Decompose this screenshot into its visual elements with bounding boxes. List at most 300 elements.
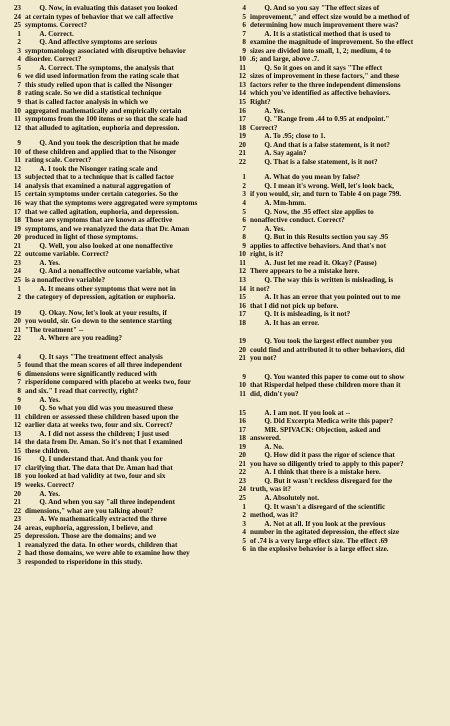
line-text: A. Yes. [25, 258, 61, 267]
line-text: A. Yes. [25, 489, 61, 498]
line-number: 23 [13, 515, 21, 524]
transcript-line [3, 326, 222, 335]
line-text: is a nonaffective variable? [25, 275, 106, 284]
transcript-line [3, 107, 222, 116]
transcript-line [3, 216, 222, 225]
transcript-line [3, 173, 222, 182]
line-text: Q. The way this is written is misleading, is [250, 275, 394, 284]
transcript-line [3, 293, 222, 302]
line-text: Correct? [250, 123, 278, 132]
line-number: 7 [242, 29, 246, 38]
line-number: 7 [17, 80, 21, 89]
transcript-line [3, 361, 222, 370]
line-number: 6 [17, 369, 21, 378]
line-text: Q. You took the largest effect number you [250, 337, 393, 346]
line-number: 9 [17, 98, 21, 107]
line-number: 10 [238, 250, 246, 259]
line-number: 1 [17, 284, 21, 293]
line-number: 15 [238, 408, 246, 417]
line-text: Q. But in this Results section you say .95 [250, 233, 389, 242]
transcript-line [228, 460, 447, 469]
transcript-line [228, 259, 447, 268]
line-number: 7 [17, 378, 21, 387]
line-text: that is called factor analysis in which we [25, 98, 149, 107]
line-text: you would, sir. Go down to the sentence starting [25, 317, 172, 326]
line-text: A. To .95; close to 1. [250, 132, 326, 141]
transcript-line [228, 417, 447, 426]
transcript-line [3, 148, 222, 157]
line-number: 14 [13, 181, 21, 190]
line-number: 14 [238, 284, 246, 293]
line-text: symptoms, and we reanalyzed the data that Dr. Aman [25, 224, 190, 233]
transcript-line [228, 250, 447, 259]
transcript-line [228, 216, 447, 225]
transcript-line [228, 89, 447, 98]
block-gap [228, 166, 447, 173]
line-number: 22 [238, 468, 246, 477]
transcript-line [3, 532, 222, 541]
transcript-line [3, 430, 222, 439]
line-text: had those domains, we were able to examine how they [25, 549, 190, 558]
line-number: 17 [13, 463, 21, 472]
line-text: Q. And affective symptoms are serious [25, 38, 158, 47]
block-gap [3, 343, 222, 353]
line-number: 18 [238, 123, 246, 132]
transcript-line [228, 477, 447, 486]
transcript-line [3, 370, 222, 379]
line-text: Q. It is misleading, is it not? [250, 310, 351, 319]
line-number: 25 [13, 532, 21, 541]
line-text: A. No. [250, 442, 284, 451]
line-text: found that the mean scores of all three independent [25, 361, 183, 370]
transcript-line [228, 319, 447, 328]
transcript-line [228, 98, 447, 107]
line-text: you not? [250, 354, 277, 363]
transcript-line [3, 507, 222, 516]
line-text: Those are symptoms that are known as affective [25, 216, 173, 225]
line-number: 21 [13, 498, 21, 507]
transcript-line [3, 13, 222, 22]
transcript-line [228, 310, 447, 319]
transcript-line [3, 55, 222, 64]
line-number: 20 [238, 345, 246, 354]
transcript-line [3, 455, 222, 464]
line-text: Q. It says "The treatment effect analysis [25, 352, 163, 361]
transcript-line [3, 541, 222, 550]
line-number: 3 [242, 190, 246, 199]
line-text: A. I took the Nisonger rating scale and [25, 164, 158, 173]
line-number: 15 [238, 98, 246, 107]
line-number: 12 [238, 72, 246, 81]
transcript-line [228, 545, 447, 554]
line-text: A. Absolutely not. [250, 493, 320, 502]
line-text: dimensions were significantly reduced with [25, 369, 157, 378]
transcript-line [3, 447, 222, 456]
line-text: number in the agitated depression, the effect size [250, 528, 400, 537]
line-text: symptoms. Correct? [25, 21, 88, 30]
testimony-excerpt [228, 409, 447, 554]
transcript-line [228, 208, 447, 217]
line-text: A. Not at all. If you look at the previous [250, 519, 386, 528]
line-text: at certain types of behavior that we call affective [25, 12, 174, 21]
line-number: 8 [17, 386, 21, 395]
line-number: 19 [13, 308, 21, 317]
transcript-line [228, 494, 447, 503]
line-text: Q. And so you say "The effect sizes of [250, 4, 380, 12]
line-number: 6 [242, 216, 246, 225]
transcript-line [228, 242, 447, 251]
line-number: 19 [238, 337, 246, 346]
line-text: and six." I read that correctly, right? [25, 386, 139, 395]
line-text: risperidone compared with placebo at weeks two, four [25, 378, 191, 387]
line-number: 20 [13, 233, 21, 242]
line-number: 16 [238, 417, 246, 426]
line-text: weeks. Correct? [25, 480, 75, 489]
transcript-line [228, 233, 447, 242]
transcript-line [228, 21, 447, 30]
transcript-line [3, 98, 222, 107]
transcript-line [228, 141, 447, 150]
transcript-line [3, 353, 222, 362]
transcript-line [3, 250, 222, 259]
line-number: 8 [17, 89, 21, 98]
transcript-line [228, 468, 447, 477]
line-text: A. Yes. [250, 106, 286, 115]
line-text: Q. And that is a false statement, is it not? [250, 140, 390, 149]
transcript-line [228, 485, 447, 494]
testimony-excerpt [3, 139, 222, 301]
line-text: A. I did not assess the children; I just used [25, 429, 170, 438]
line-text: A. It has an error. [250, 318, 320, 327]
transcript-line [3, 472, 222, 481]
transcript-line [3, 242, 222, 251]
transcript-line [3, 30, 222, 39]
line-number: 9 [17, 139, 21, 148]
transcript-line [228, 451, 447, 460]
line-number: 18 [238, 434, 246, 443]
transcript-line [3, 549, 222, 558]
line-text: that we called agitation, euphoria, and depression. [25, 207, 179, 216]
line-number: 11 [239, 389, 246, 398]
transcript-line [3, 21, 222, 30]
line-text: this study relied upon that is called the Nisonger [25, 80, 173, 89]
line-number: 21 [238, 354, 246, 363]
line-number: 16 [13, 199, 21, 208]
line-number: 18 [13, 472, 21, 481]
transcript-line [228, 267, 447, 276]
line-text: that Risperdal helped these children more than it [250, 381, 401, 390]
line-text: aggregated mathematically and empirically certain [25, 106, 182, 115]
line-number: 10 [238, 381, 246, 390]
line-text: that I did not pick up before. [250, 301, 339, 310]
transcript-line [228, 225, 447, 234]
transcript-line [3, 276, 222, 285]
testimony-excerpt [3, 353, 222, 567]
line-number: 9 [242, 241, 246, 250]
line-text: reanalyzed the data. In other words, children that [25, 540, 178, 549]
transcript-line [3, 490, 222, 499]
line-text: A. Where are you reading? [25, 334, 123, 343]
block-gap [228, 399, 447, 409]
line-text: if you would, sir, and turn to Table 4 on page 799. [250, 190, 402, 199]
line-text: responded to risperidone in this study. [25, 557, 143, 566]
transcript-line [3, 438, 222, 447]
line-number: 15 [238, 293, 246, 302]
line-number: 4 [17, 352, 21, 361]
transcript-line [3, 267, 222, 276]
testimony-excerpt [228, 373, 447, 399]
line-text: dimensions," what are you talking about? [25, 506, 154, 515]
line-text: examine the magnitude of improvement. So the effect [250, 38, 414, 47]
transcript-line [228, 520, 447, 529]
line-text: A. It is a statistical method that is used to [250, 29, 391, 38]
transcript-line [3, 515, 222, 524]
line-text: did, didn't you? [250, 389, 299, 398]
transcript-line [3, 199, 222, 208]
line-number: 13 [238, 275, 246, 284]
line-number: 22 [13, 334, 21, 343]
block-gap [3, 302, 222, 309]
line-text: A. Yes. [250, 224, 286, 233]
transcript-line [228, 38, 447, 47]
line-number: 21 [238, 459, 246, 468]
line-text: Q. You wanted this paper to come out to show [250, 372, 405, 381]
transcript-line [3, 124, 222, 133]
line-number: 11 [14, 156, 21, 165]
line-text: method, was it? [250, 511, 299, 520]
line-number: 19 [238, 442, 246, 451]
line-text: A. It means other symptoms that were not in [25, 284, 176, 293]
line-text: certain symptoms under certain categories. So the [25, 190, 178, 199]
line-text: subjected that to a technique that is called factor [25, 173, 174, 182]
line-number: 17 [238, 310, 246, 319]
transcript-line [3, 72, 222, 81]
transcript-line [3, 64, 222, 73]
transcript-line [3, 165, 222, 174]
line-number: 7 [242, 224, 246, 233]
testimony-excerpt [228, 4, 447, 166]
line-text: A. I think that there is a mistake here. [250, 468, 381, 477]
line-number: 13 [13, 173, 21, 182]
line-number: 15 [13, 190, 21, 199]
line-text: right, is it? [250, 250, 284, 259]
line-number: 11 [14, 412, 21, 421]
transcript-line [3, 396, 222, 405]
transcript-line [3, 89, 222, 98]
transcript-line [228, 511, 447, 520]
transcript-line [228, 346, 447, 355]
line-text: rating scale. So we did a statistical technique [25, 89, 162, 98]
line-number: 21 [238, 149, 246, 158]
line-text: of .74 is a very large effect size. The effect .69 [250, 536, 388, 545]
transcript-line [228, 182, 447, 191]
line-text: .6; and large, above .7. [250, 55, 320, 64]
transcript-line [3, 421, 222, 430]
line-text: you have so diligently tried to apply to this paper? [250, 459, 404, 468]
line-text: determining how much improvement there was? [250, 21, 399, 30]
line-text: it not? [250, 284, 270, 293]
transcript-line [228, 537, 447, 546]
line-number: 12 [13, 421, 21, 430]
transcript-line [228, 132, 447, 141]
line-text: Q. And a nonaffective outcome variable, what [25, 267, 180, 276]
line-number: 3 [17, 46, 21, 55]
line-text: There appears to be a mistake here. [250, 267, 360, 276]
line-number: 22 [13, 250, 21, 259]
line-number: 17 [13, 207, 21, 216]
line-number: 2 [17, 549, 21, 558]
transcript-line [3, 208, 222, 217]
line-text: sizes are divided into small, 1, 2; medium, 4 to [250, 46, 391, 55]
line-number: 8 [242, 233, 246, 242]
transcript-line [228, 124, 447, 133]
line-text: factors refer to the three independent dimensions [250, 80, 401, 89]
line-text: Q. I mean it's wrong. Well, let's look back, [250, 181, 394, 190]
transcript-line [3, 404, 222, 413]
line-number: 23 [13, 258, 21, 267]
transcript-line [3, 558, 222, 567]
transcript-line [3, 481, 222, 490]
line-number: 10 [13, 147, 21, 156]
line-number: 6 [242, 21, 246, 30]
line-text: A. Correct. The symptoms, the analysis that [25, 63, 174, 72]
transcript-line [228, 107, 447, 116]
transcript-line [3, 38, 222, 47]
line-number: 19 [13, 224, 21, 233]
line-text: we did used information from the rating scale that [25, 72, 179, 81]
transcript-line [3, 378, 222, 387]
line-text: A. Mm-hmm. [250, 199, 307, 208]
line-text: A. Yes. [25, 395, 61, 404]
line-text: in the explosive behavior is a large effect size. [250, 545, 389, 554]
line-number: 2 [242, 511, 246, 520]
transcript-line [228, 293, 447, 302]
line-text: Q. Well, you also looked at one nonaffective [25, 241, 173, 250]
line-text: Q. So what you did was you measured these [25, 404, 174, 413]
line-text: you looked at had validity at two, four and six [25, 472, 166, 481]
line-text: outcome variable. Correct? [25, 250, 109, 259]
line-text: A. I am not. If you look at -- [250, 408, 351, 417]
line-text: A. Say again? [250, 149, 307, 158]
line-text: Q. It wasn't a disregard of the scientific [250, 502, 386, 511]
line-number: 22 [238, 157, 246, 166]
line-text: sizes of improvement in these factors," and these [250, 72, 400, 81]
line-text: A. It has an error that you pointed out to me [250, 293, 401, 302]
line-text: Q. And you took the description that he made [25, 139, 179, 148]
line-text: MR. SPIVACK: Objection, asked and [250, 425, 381, 434]
line-number: 4 [242, 528, 246, 537]
transcript-line [228, 115, 447, 124]
transcript-line [228, 434, 447, 443]
line-number: 2 [17, 38, 21, 47]
line-number: 20 [238, 451, 246, 460]
transcript-line [3, 464, 222, 473]
line-number: 18 [13, 216, 21, 225]
block-gap [228, 327, 447, 337]
line-text: clarifying that. The data that Dr. Aman had that [25, 463, 173, 472]
transcript-line [228, 81, 447, 90]
transcript-line [228, 4, 447, 13]
transcript-line [3, 156, 222, 165]
line-text: symptoms from the 100 items or so that the scale had [25, 115, 188, 124]
line-number: 24 [13, 523, 21, 532]
line-text: way that the symptoms were aggregated were symptoms [25, 199, 198, 208]
line-number: 9 [242, 46, 246, 55]
line-number: 11 [239, 258, 246, 267]
line-text: Right? [250, 98, 271, 107]
line-text: answered. [250, 434, 281, 443]
line-number: 5 [242, 12, 246, 21]
transcript-line [228, 30, 447, 39]
transcript-line [228, 47, 447, 56]
transcript-line [228, 409, 447, 418]
line-number: 19 [13, 480, 21, 489]
line-number: 23 [238, 476, 246, 485]
transcript-line [228, 285, 447, 294]
block-gap [228, 363, 447, 373]
line-text: the category of depression, agitation or euphoria. [25, 293, 176, 302]
transcript-line [3, 4, 222, 13]
line-text: depression. Those are the domains; and we [25, 532, 157, 541]
transcript-line [3, 190, 222, 199]
line-number: 5 [17, 63, 21, 72]
testimony-excerpt [3, 309, 222, 343]
line-number: 14 [13, 438, 21, 447]
line-number: 23 [13, 4, 21, 12]
transcript-line [3, 115, 222, 124]
line-number: 6 [242, 545, 246, 554]
left-column [3, 4, 222, 726]
line-number: 13 [238, 80, 246, 89]
line-text: Q. Okay. Now, let's look at your results, if [25, 308, 167, 317]
line-text: A. Correct. [25, 29, 74, 38]
transcript-line [228, 302, 447, 311]
line-number: 24 [238, 485, 246, 494]
line-number: 16 [238, 106, 246, 115]
transcript-line [3, 309, 222, 318]
right-column [228, 4, 447, 726]
line-number: 1 [242, 173, 246, 182]
transcript-line [3, 334, 222, 343]
line-number: 5 [242, 536, 246, 545]
line-text: symptomatology associated with disruptive behavior [25, 46, 186, 55]
transcript-line [228, 13, 447, 22]
line-text: Q. How did it pass the rigor of science that [250, 451, 395, 460]
transcript-line [228, 199, 447, 208]
line-text: applies to affective behaviors. And that's not [250, 241, 386, 250]
transcript-line [3, 524, 222, 533]
line-text: Q. Now, in evaluating this dataset you looked [25, 4, 178, 12]
line-number: 1 [242, 502, 246, 511]
line-text: produced in light of those symptoms. [25, 233, 138, 242]
line-number: 3 [242, 519, 246, 528]
transcript-line [228, 276, 447, 285]
line-number: 10 [13, 106, 21, 115]
line-number: 20 [238, 140, 246, 149]
line-number: 25 [238, 493, 246, 502]
line-number: 21 [13, 325, 21, 334]
line-text: A. Just let me read it. Okay? (Pause) [250, 258, 377, 267]
line-number: 17 [238, 115, 246, 124]
testimony-excerpt [228, 337, 447, 363]
transcript-line [3, 47, 222, 56]
transcript-line [228, 390, 447, 399]
line-number: 6 [17, 72, 21, 81]
line-text: Q. But it wasn't reckless disregard for the [250, 476, 393, 485]
transcript-line [228, 149, 447, 158]
line-text: these children. [25, 446, 70, 455]
line-number: 2 [17, 293, 21, 302]
